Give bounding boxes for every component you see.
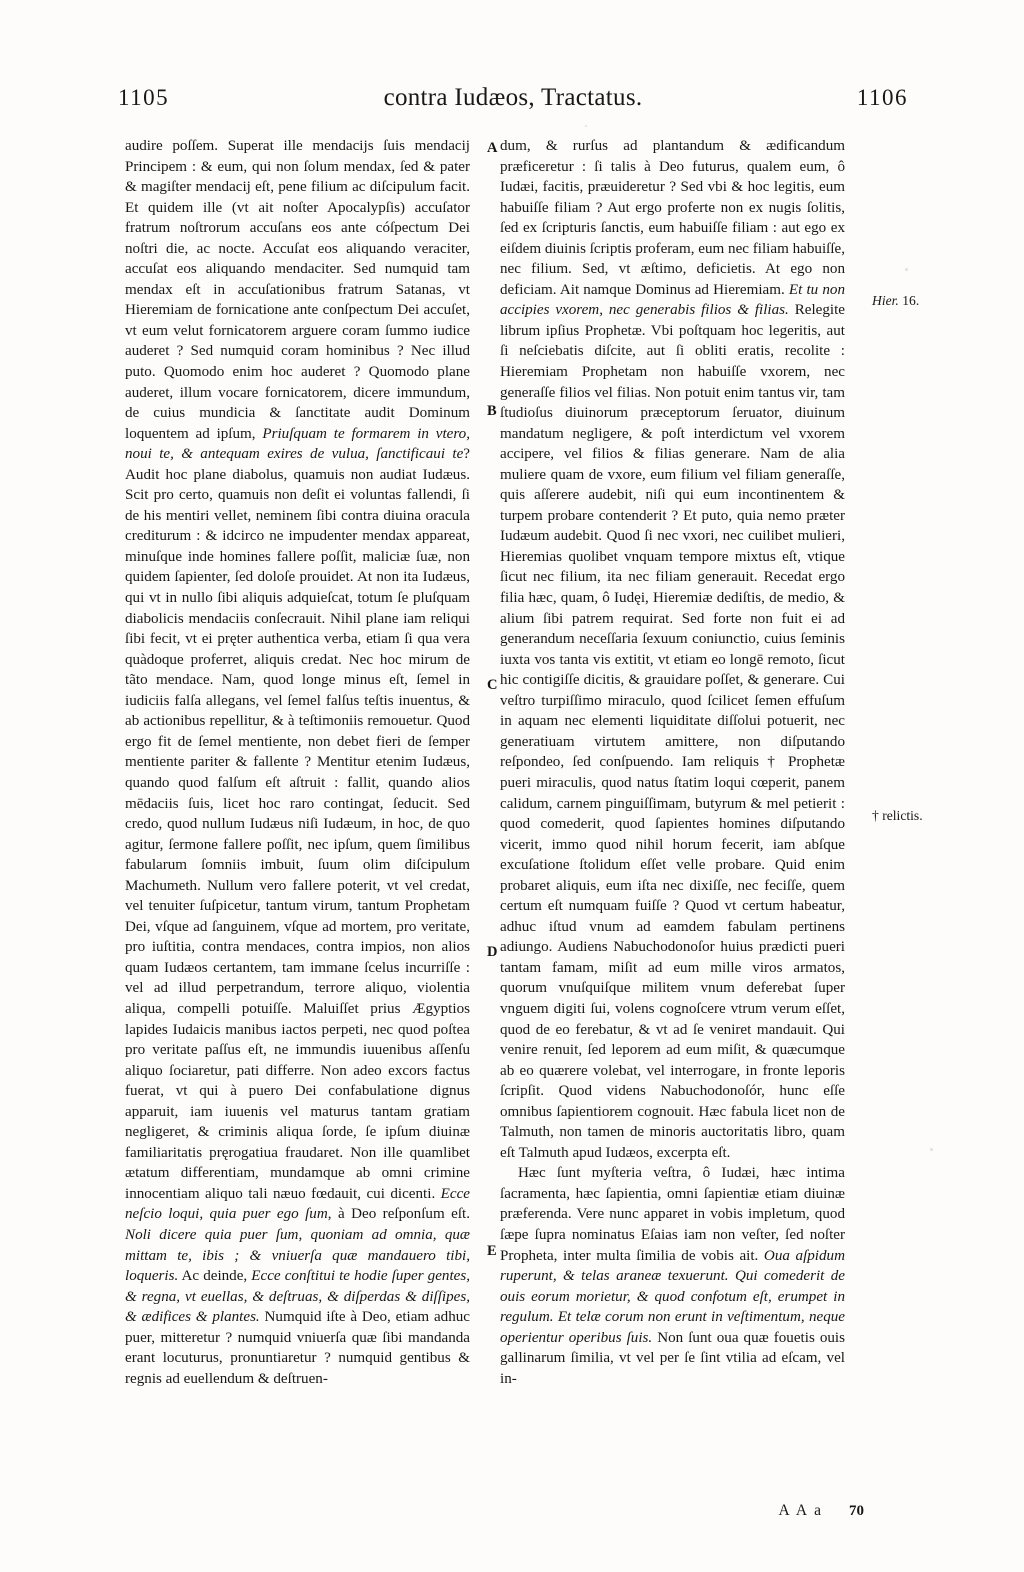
margin-note-chapter: 16.: [902, 293, 920, 308]
gutter-letter-c: C: [487, 677, 498, 693]
gutter-letter-e: E: [487, 1243, 497, 1259]
page-title: contra Iudæos, Tractatus.: [383, 84, 643, 111]
body-columns: [125, 136, 870, 1516]
signature-number: 70: [849, 1503, 864, 1519]
left-quote-1: Priuſquam te formarem in vtero, noui te, & antequam exires de vulua, ſanctificaui te: [125, 425, 470, 463]
right-quote-2: Oua aſpidum ruperunt, & telas araneæ texuerunt. Qui comederit de ouis eorum morietur, & quod confotum eſt, erumpet in regulum. Et telæ corum non erunt in veſtimentum, neque operientur operibus ſuis.: [500, 1247, 845, 1346]
dagger-icon: †: [872, 808, 879, 823]
paragraph-right-1: [500, 136, 845, 1163]
left-text-2: ? Audit hoc plane diabolus, quamuis non audiat Iudæus. Scit pro certo, quamuis non deſit ei voluntas fallendi, ſi de his mentiri vellet, neminem ſibi contra diuina oracula crediturum : & idcirco ne impudenter mendax appareat, minuſque inde homines fallere poſſit, maliciæ ſuæ, non quidem ſapienter, ſed doloſe prouidet. At non ita Iudæus, qui vt in nullo ſibi aliquis adquieſcat, totum ſe pluſquam diabolicis mendaciis conſecrauit. Nihil plane iam reliqui ſibi fecit, vt ei pręter authentica verba, etiam ſi qua vera quàdoque proferret, aliquis credat. Nec hoc mirum de tãto mendace. Nam, quod longe minus eſt, ſemel in iudiciis falſa allegans, vel ſemel falſus teſtis inuentus, & ab actionibus repellitur, & à teſtimoniis remouetur. Quod ergo fit de ſemel mentiente, non debet fieri de ſemper mentiente pariter & fallente ? Mentitur etenim Iudæus, quando quod falſum eſt aſtruit : fallit, quando alios mēdaciis ſuis, licet hoc raro contingat, ſeducit. Sed credo, quod nullum Iudæus niſi Iudæum, in hoc, de quo agitur, ſermone fallere poſſit, nec ipſum, quem ſimilibus fabularum ſomniis imbuit, ſuum olim diſcipulum Machumeth. Nullum vero fallere poterit, vt vel credat, vel tenuiter ſuſpicetur, tantum virum, tantum Prophetam Dei, vſque ad ſanguinem, vſque ad mortem, pro veritate, pro iuſtitia, contra mendaces, contra impios, non alios quam Iudæos certantem, tam immane ſcelus incurriſſe : vel ad illud perpetrandum, terrore aliquo, violentia aliqua, compelli potuiſſe. Maluiſſet prius Ægyptios lapides Iudaicis manibus iactos perpeti, nec quod poſtea pro veritate paſſus eſt, ne immundis iuuenibus aſſenſu aliquo ſociaretur, pati differre. Non adeo excors factus fuerat, vt qui à puero Dei confabulatione dignus apparuit, iam iuuenis vel maturus tantam gratiam negligeret, & criminis aliqua ſorde, ſe ipſum diuinæ familiaritatis pręrogatiua fraudaret. Non ille quamlibet ætatum differentiam, mundamque ab omni crimine innocentiam aliquo tali næuo fœdauit, cui dicenti.: [125, 446, 470, 1202]
paragraph-left: [125, 136, 470, 1389]
folio-right: 1106: [856, 85, 908, 110]
left-quote-4: Ecce conſtitui te hodie ſuper gentes, & regna, vt euellas, & deſtruas, & diſperdas & diſſipes, & ædifices & plantes.: [125, 1268, 470, 1326]
left-text-3: , à Deo reſponſum eſt.: [327, 1206, 470, 1223]
left-quote-2: Ecce neſcio loqui, quia puer ego ſum: [125, 1185, 470, 1223]
right-quote-1: Et tu non accipies vxorem, nec generabis filios & filias.: [500, 281, 845, 319]
right-text-1: dum, & rurſus ad plantandum & ædificandum præficeretur : ſi talis à Deo futurus, qualem eum, ô Iudæi, facitis, præuideretur ? Sed vbi & hoc legitis, eum habuiſſe filiam ? Aut ergo proferte non ex nugis ſolitis, ſed ex ſcripturis ſanctis, eum habuiſſe filiam : aut ego ex eiſdem diuinis ſcriptis proferam, eum nec filiam habuiſſe, nec filium. Sed, vt æſtimo, deficietis. At ego non deficiam. Ait namque Dominus ad Hieremiam.: [500, 138, 845, 298]
margin-note-gloss: relictis.: [882, 808, 923, 823]
column-left: [125, 136, 470, 1389]
right-text-4: Non ſunt oua quæ fouetis ouis gallinarum ſimilia, vt vel per ſe ſint vtilia ad eſcam, vel in-: [500, 1329, 845, 1387]
left-text-5: Numquid iſte à Deo, etiam adhuc puer, mitteretur ? numquid vniuerſa quæ ſibi mandanda erant locuturus, pronuntiaretur ? numquid gentibus & regnis ad euellendum & deſtruen-: [125, 1309, 470, 1387]
running-head: [118, 84, 908, 112]
scan-speck: [585, 125, 587, 127]
scan-speck: [930, 1148, 933, 1151]
gutter-letter-d: D: [487, 944, 498, 960]
right-text-2: Relegite librum ipſius Prophetæ. Vbi poſtquam hoc legeritis, aut ſi neſciebatis diſcite, aut ſi obliti eratis, recolite : Hieremiam Prophetam non habuiſſe vxorem, nec generaſſe filios vel filias. Non potuit enim tantus vir, tam ſtudioſus diuinorum præceptorum ſeruator, diuinum mandatum negligere, & poſt interdictum vel vxorem accipere, vel filios & filias generare. Nam de alia muliere quam de vxore, eum filium vel filiam generaſſe, quis aſſerere audebit, niſi qui eum incontinentem & turpem probare contenderit ? Et puto, quia nemo præter Iudæum audebit. Quod ſi nec vxori, nec cuilibet mulieri, Hieremias quolibet vnquam tempore mixtus eſt, vtique ſicut nec filium, ita nec filiam generauit. Recedat ergo filia hæc, quam, ô Iudęi, Hieremiæ dediſtis, de medio, & alium ſibi patrem requirat. Sed forte non fuit ei ad generandum neceſſaria ſexuum coniunctio, cuius ſeminis iuxta vos tanta vis extitit, vt etiam eo longē remoto, ſicut hic contigiſſe dicitis, & grauidare poſſet, & generare. Cui veſtro turpiſſimo miraculo, quod ſcilicet ſemen effuſum in aquam nec elementi liquiditate diſſolui potuerit, nec generatiuam virtutem amittere, non diſputando reſpondeo, ſed conſpuendo. Iam reliquis † Prophetæ pueri miraculis, quod natus ſtatim loqui cœperit, panem calidum, carnem pinguiſſimam, butyrum & mel petierit : quod comederit, quod ſapientes homines diſputando vicerit, immo quod nihil horum fecerit, iam abſque excuſatione ſtolidum eſſet velle probare. Quid enim probaret aliquis, eum iſta nec dixiſſe, nec feciſſe, quem certum eſt numquam fuiſſe ? Quod vt certum habeatur, adhuc iſtud vnum ad eamdem fabulam pertinens adiungo. Audiens Nabuchodonoſor huius prædicti pueri tantam famam, miſit ad eum mille viros armatos, quorum vnuſquiſque militem vnum deferebat ſuper vnguem digiti ſui, volens cognoſcere vtrum verum eſſet, quod de eo ferebatur, & vt ad ſe veniret mandauit. Qui venire renuit, ſed leporem ad eum miſit, & quæcumque ab eo quærere volebat, vel interrogare, in fronte leporis ſcripſit. Quod videns Nabuchodonoſór, hunc eſſe omnibus ſapientiorem cognouit. Hæc fabula licet non de Talmuth, non tamen de minoris auctoritatis libro, quam eſt Talmuth apud Iudæos, excerpta eſt.: [500, 302, 845, 1161]
left-text-1: audire poſſem. Superat ille mendacijs ſuis mendacij Principem : & eum, qui non ſolum mendax, ſed & pater & magiſter mendacij eſt, pene filium ac diſcipulum facit. Et quidem ille (vt ait noſter Apocalypſis) accuſator fratrum noſtrorum accuſans eos ante cóſpectum Dei noſtri die, ac nocte. Accuſat eos aliquando veraciter, accuſat eos aliquando mendaciter. Sed numquid tam mendax eſt in accuſationibus fratrum Satanas, vt Hieremiam de fornicatione ante conſpectum Dei accuſet, vt eum velut fornicatorem arguere coram ſummo iudice auderet ? Sed numquid coram hominibus ? Nec illud puto. Quomodo enim hoc auderet ? Quomodo plane auderet, illum vocare fornicatorem, dicere immundum, de cuius mundicia & ſanctitate audit Dominum loquentem ad ipſum,: [125, 138, 470, 442]
gutter-letter-a: A: [487, 140, 498, 156]
folio-left: 1105: [118, 85, 170, 110]
left-quote-3: Noli dicere quia puer ſum, quoniam ad omnia, quæ mittam te, ibis ; & vniuerſa quæ mandauero tibi, loqueris.: [125, 1226, 470, 1285]
margin-note-reference: Hier.: [872, 293, 899, 308]
gutter-letter-b: B: [487, 403, 497, 419]
margin-note-hier: [872, 293, 919, 309]
paragraph-right-2: [500, 1163, 845, 1389]
scan-speck: [905, 268, 908, 271]
margin-note-relictis: [872, 808, 923, 824]
signature-mark: A A a: [778, 1502, 823, 1519]
left-text-4: Ac deinde,: [178, 1268, 252, 1285]
right-text-3: Hæc ſunt myſteria veſtra, ô Iudæi, hæc intima ſacramenta, hæc ſapientia, omni ſapientiæ etiam diuinæ præferenda. Vere nunc apparet in vobis impletum, quod ſæpe ſupra nominatus Eſaias iam non veſter, ſed noſter Propheta, inter multa ſimilia de vobis ait.: [500, 1165, 845, 1264]
signature-block: [779, 1502, 864, 1520]
column-right: [500, 136, 845, 1389]
